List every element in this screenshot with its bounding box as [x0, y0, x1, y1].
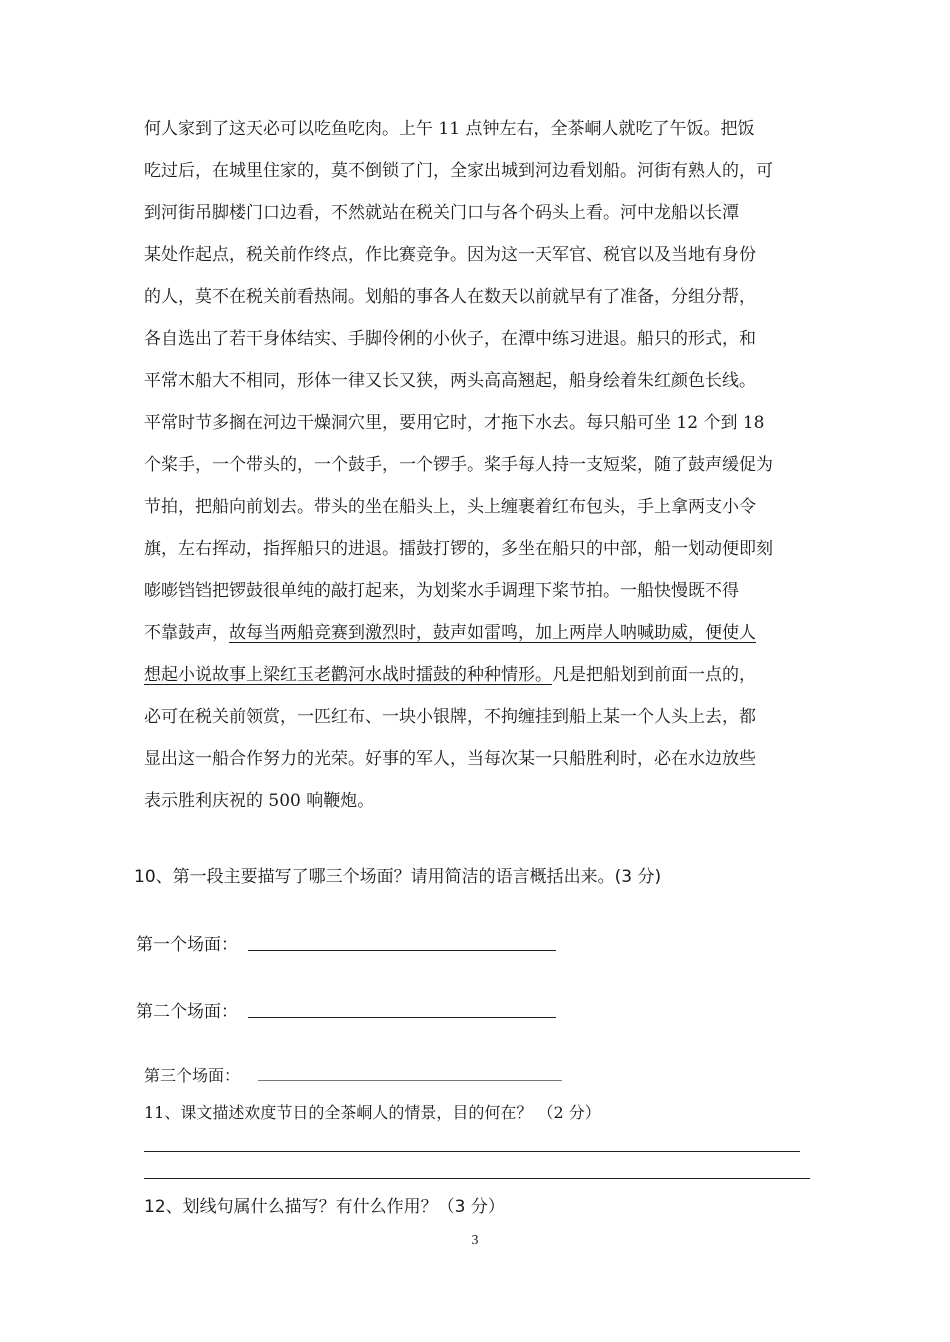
plain-text: 不靠鼓声，	[144, 623, 229, 643]
passage-line: 嘭嘭铛铛把锣鼓很单纯的敲打起来，为划桨水手调理下桨节拍。一船快慢既不得	[144, 581, 739, 601]
scene-2-label: 第二个场面：	[136, 1002, 238, 1022]
passage-line: 某处作起点，税关前作终点，作比赛竞争。因为这一天军官、税官以及当地有身份	[144, 245, 756, 265]
scene-2-answer-line[interactable]	[248, 1017, 556, 1018]
question-12: 12、划线句属什么描写？有什么作用？（3 分）	[144, 1197, 505, 1217]
passage-line: 个桨手，一个带头的，一个鼓手，一个锣手。桨手每人持一支短桨，随了鼓声缓促为	[144, 455, 773, 475]
passage-line: 旗，左右挥动，指挥船只的进退。擂鼓打锣的，多坐在船只的中部，船一划动便即刻	[144, 539, 773, 559]
passage-line: 表示胜利庆祝的 500 响鞭炮。	[144, 791, 375, 811]
passage-line: 的人，莫不在税关前看热闹。划船的事各人在数天以前就早有了准备，分组分帮，	[144, 287, 756, 307]
scene-1-answer-line[interactable]	[248, 950, 556, 951]
passage-line-underlined-end	[144, 654, 824, 696]
passage-line: 必可在税关前领赏，一匹红布、一块小银牌，不拘缠挂到船上某一个人头上去，都	[144, 707, 756, 727]
passage-paragraph	[144, 108, 824, 822]
plain-text: 凡是把船划到前面一点的，	[552, 665, 756, 685]
page-number: 3	[471, 1233, 479, 1248]
passage-line: 平常木船大不相同，形体一律又长又狭，两头高高翘起，船身绘着朱红颜色长线。	[144, 371, 756, 391]
scene-3-label: 第三个场面：	[144, 1066, 241, 1085]
underlined-sentence: 想起小说故事上梁红玉老鹳河水战时擂鼓的种种情形。	[144, 665, 552, 685]
passage-line: 各自选出了若干身体结实、手脚伶俐的小伙子，在潭中练习进退。船只的形式，和	[144, 329, 756, 349]
q11-answer-line-1[interactable]	[144, 1151, 800, 1152]
scene-1-label: 第一个场面：	[136, 935, 238, 955]
question-11: 11、课文描述欢度节日的全茶峒人的情景，目的何在？ （2 分）	[144, 1103, 601, 1122]
underlined-sentence: 故每当两船竞赛到激烈时，鼓声如雷鸣，加上两岸人呐喊助威，便使人	[229, 623, 756, 643]
question-10: 10、第一段主要描写了哪三个场面？请用简洁的语言概括出来。(3 分)	[134, 867, 662, 887]
passage-line: 到河街吊脚楼门口边看，不然就站在税关门口与各个码头上看。河中龙船以长潭	[144, 203, 739, 223]
scene-3-answer-line[interactable]	[258, 1080, 562, 1081]
passage-line-underlined-start	[144, 612, 824, 654]
passage-line: 吃过后，在城里住家的，莫不倒锁了门，全家出城到河边看划船。河街有熟人的，可	[144, 161, 773, 181]
passage-line: 显出这一船合作努力的光荣。好事的军人，当每次某一只船胜利时，必在水边放些	[144, 749, 756, 769]
passage-line: 节拍，把船向前划去。带头的坐在船头上，头上缠裹着红布包头，手上拿两支小令	[144, 497, 756, 517]
passage-line: 平常时节多搁在河边干燥洞穴里，要用它时，才拖下水去。每只船可坐 12 个到 18	[144, 413, 765, 433]
passage-line: 何人家到了这天必可以吃鱼吃肉。上午 11 点钟左右，全茶峒人就吃了午饭。把饭	[144, 119, 755, 139]
q11-answer-line-2[interactable]	[144, 1178, 810, 1179]
